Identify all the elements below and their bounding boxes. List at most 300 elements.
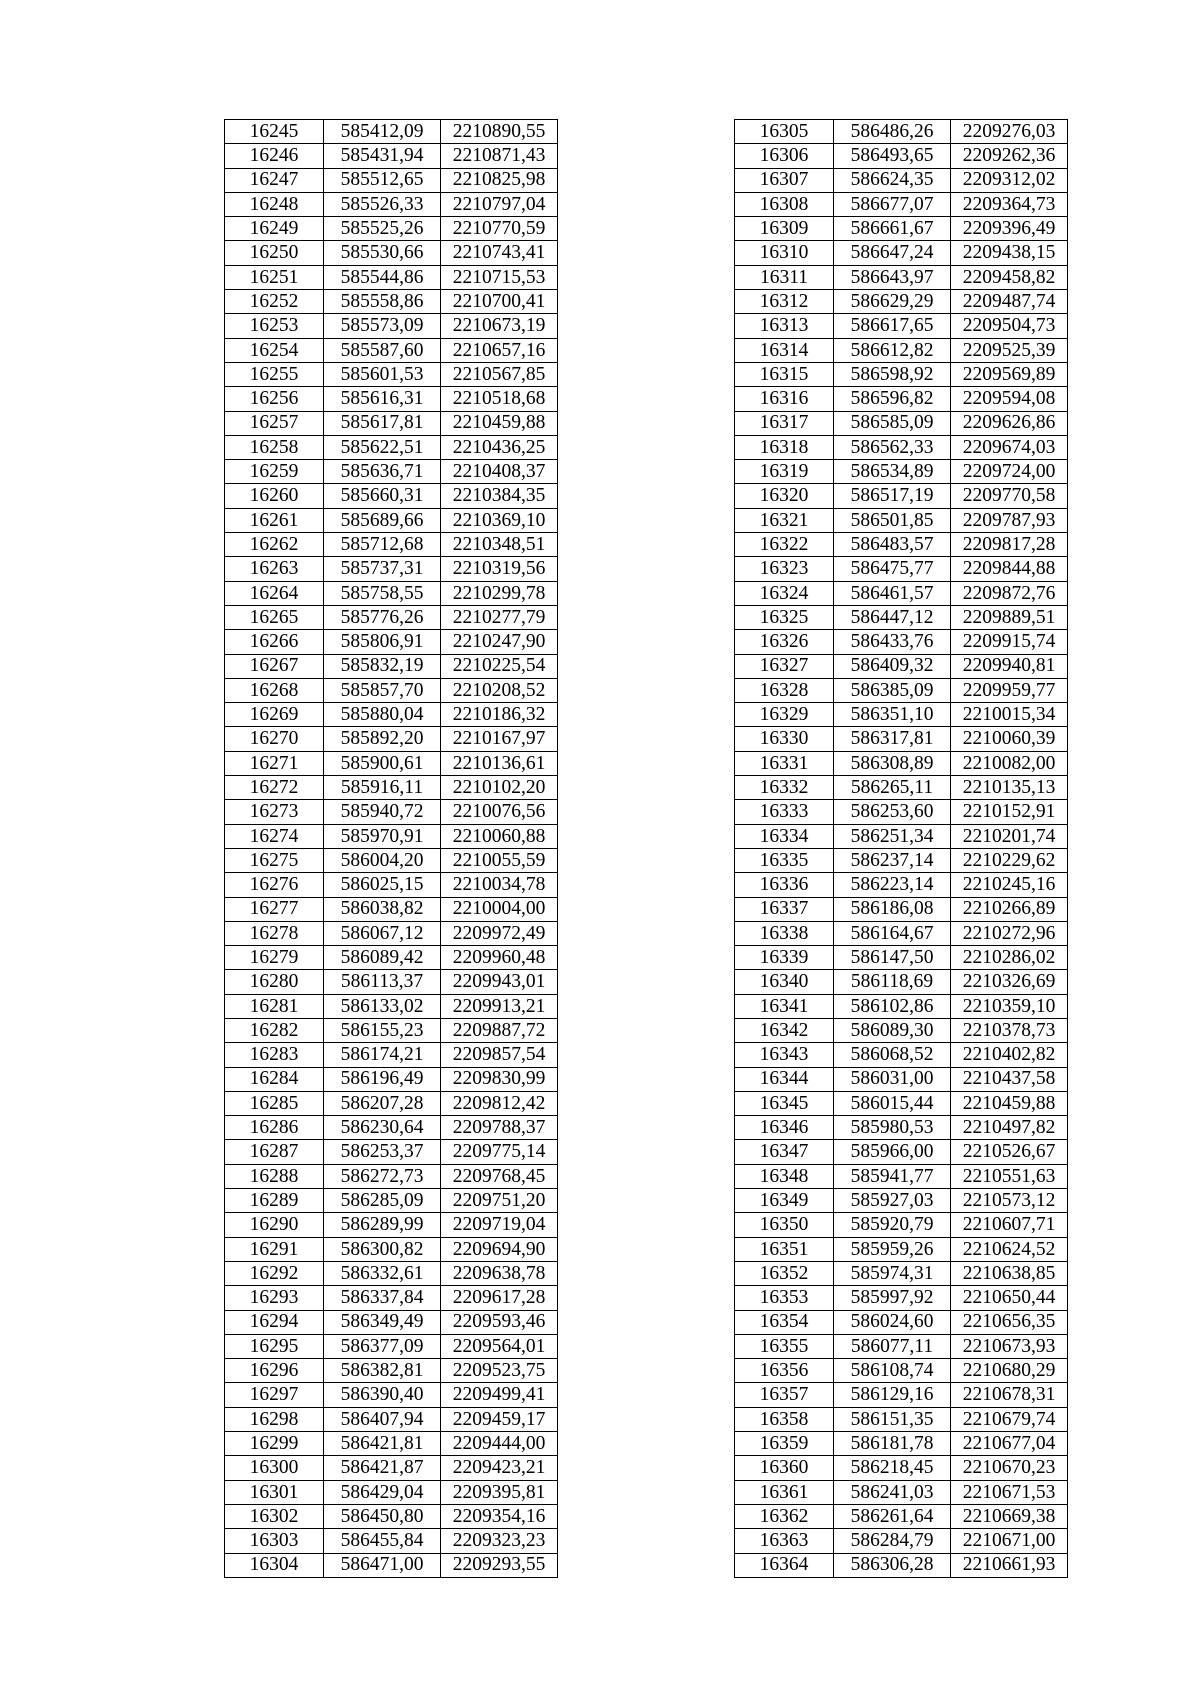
x-coordinate-cell: 586284,79 — [834, 1529, 951, 1553]
table-row — [735, 946, 1068, 970]
point-number-cell: 16310 — [735, 241, 834, 265]
point-number-cell: 16315 — [735, 362, 834, 386]
y-coordinate-cell: 2210673,19 — [441, 314, 558, 338]
y-coordinate-cell: 2209293,55 — [441, 1553, 558, 1577]
y-coordinate-cell: 2209504,73 — [951, 314, 1068, 338]
table-row — [735, 1043, 1068, 1067]
y-coordinate-cell: 2210700,41 — [441, 290, 558, 314]
y-coordinate-cell: 2210437,58 — [951, 1067, 1068, 1091]
point-number-cell: 16287 — [225, 1140, 324, 1164]
table-row — [225, 120, 558, 144]
x-coordinate-cell: 586102,86 — [834, 994, 951, 1018]
x-coordinate-cell: 586332,61 — [324, 1261, 441, 1285]
y-coordinate-cell: 2210034,78 — [441, 873, 558, 897]
table-row — [735, 362, 1068, 386]
x-coordinate-cell: 586534,89 — [834, 460, 951, 484]
table-row — [735, 217, 1068, 241]
y-coordinate-cell: 2209593,46 — [441, 1310, 558, 1334]
x-coordinate-cell: 586308,89 — [834, 751, 951, 775]
point-number-cell: 16276 — [225, 873, 324, 897]
x-coordinate-cell: 585660,31 — [324, 484, 441, 508]
table-row — [735, 1334, 1068, 1358]
x-coordinate-cell: 586038,82 — [324, 897, 441, 921]
point-number-cell: 16356 — [735, 1359, 834, 1383]
y-coordinate-cell: 2209396,49 — [951, 217, 1068, 241]
table-row — [225, 484, 558, 508]
table-row — [735, 921, 1068, 945]
x-coordinate-cell: 585927,03 — [834, 1189, 951, 1213]
table-row — [225, 1018, 558, 1042]
y-coordinate-cell: 2210135,13 — [951, 776, 1068, 800]
point-number-cell: 16309 — [735, 217, 834, 241]
point-number-cell: 16253 — [225, 314, 324, 338]
point-number-cell: 16297 — [225, 1383, 324, 1407]
point-number-cell: 16267 — [225, 654, 324, 678]
point-number-cell: 16302 — [225, 1504, 324, 1528]
point-number-cell: 16245 — [225, 120, 324, 144]
table-row — [225, 1310, 558, 1334]
y-coordinate-cell: 2210669,38 — [951, 1504, 1068, 1528]
table-row — [225, 533, 558, 557]
table-row — [735, 314, 1068, 338]
table-row — [225, 508, 558, 532]
x-coordinate-cell: 585941,77 — [834, 1164, 951, 1188]
x-coordinate-cell: 585900,61 — [324, 751, 441, 775]
y-coordinate-cell: 2210225,54 — [441, 654, 558, 678]
y-coordinate-cell: 2210607,71 — [951, 1213, 1068, 1237]
y-coordinate-cell: 2210076,56 — [441, 800, 558, 824]
x-coordinate-cell: 586407,94 — [324, 1407, 441, 1431]
table-row — [225, 703, 558, 727]
y-coordinate-cell: 2210286,02 — [951, 946, 1068, 970]
point-number-cell: 16285 — [225, 1091, 324, 1115]
point-number-cell: 16322 — [735, 533, 834, 557]
table-row — [225, 1067, 558, 1091]
y-coordinate-cell: 2210378,73 — [951, 1018, 1068, 1042]
y-coordinate-cell: 2209770,58 — [951, 484, 1068, 508]
table-row — [735, 290, 1068, 314]
y-coordinate-cell: 2210459,88 — [441, 411, 558, 435]
y-coordinate-cell: 2209694,90 — [441, 1237, 558, 1261]
x-coordinate-cell: 586617,65 — [834, 314, 951, 338]
y-coordinate-cell: 2210408,37 — [441, 460, 558, 484]
point-number-cell: 16305 — [735, 120, 834, 144]
point-number-cell: 16257 — [225, 411, 324, 435]
x-coordinate-cell: 585806,91 — [324, 630, 441, 654]
point-number-cell: 16303 — [225, 1529, 324, 1553]
y-coordinate-cell: 2209768,45 — [441, 1164, 558, 1188]
point-number-cell: 16272 — [225, 776, 324, 800]
x-coordinate-cell: 586068,52 — [834, 1043, 951, 1067]
y-coordinate-cell: 2210152,91 — [951, 800, 1068, 824]
point-number-cell: 16355 — [735, 1334, 834, 1358]
y-coordinate-cell: 2210436,25 — [441, 435, 558, 459]
table-row — [735, 630, 1068, 654]
table-row — [735, 1116, 1068, 1140]
point-number-cell: 16324 — [735, 581, 834, 605]
table-row — [225, 1189, 558, 1213]
point-number-cell: 16293 — [225, 1286, 324, 1310]
y-coordinate-cell: 2210671,53 — [951, 1480, 1068, 1504]
y-coordinate-cell: 2209787,93 — [951, 508, 1068, 532]
y-coordinate-cell: 2209626,86 — [951, 411, 1068, 435]
y-coordinate-cell: 2210102,20 — [441, 776, 558, 800]
x-coordinate-cell: 586337,84 — [324, 1286, 441, 1310]
y-coordinate-cell: 2209913,21 — [441, 994, 558, 1018]
table-row — [735, 1164, 1068, 1188]
x-coordinate-cell: 585601,53 — [324, 362, 441, 386]
table-row — [735, 1286, 1068, 1310]
y-coordinate-cell: 2210208,52 — [441, 678, 558, 702]
point-number-cell: 16300 — [225, 1456, 324, 1480]
point-number-cell: 16294 — [225, 1310, 324, 1334]
x-coordinate-cell: 586486,26 — [834, 120, 951, 144]
point-number-cell: 16274 — [225, 824, 324, 848]
y-coordinate-cell: 2209830,99 — [441, 1067, 558, 1091]
point-number-cell: 16335 — [735, 848, 834, 872]
point-number-cell: 16280 — [225, 970, 324, 994]
table-row — [225, 338, 558, 362]
point-number-cell: 16254 — [225, 338, 324, 362]
point-number-cell: 16256 — [225, 387, 324, 411]
table-row — [735, 1359, 1068, 1383]
x-coordinate-cell: 586164,67 — [834, 921, 951, 945]
table-row — [225, 946, 558, 970]
table-row — [735, 168, 1068, 192]
x-coordinate-cell: 586596,82 — [834, 387, 951, 411]
point-number-cell: 16339 — [735, 946, 834, 970]
x-coordinate-cell: 585776,26 — [324, 605, 441, 629]
y-coordinate-cell: 2210661,93 — [951, 1553, 1068, 1577]
x-coordinate-cell: 585616,31 — [324, 387, 441, 411]
table-row — [225, 411, 558, 435]
point-number-cell: 16286 — [225, 1116, 324, 1140]
x-coordinate-cell: 586004,20 — [324, 848, 441, 872]
point-number-cell: 16334 — [735, 824, 834, 848]
x-coordinate-cell: 586562,33 — [834, 435, 951, 459]
point-number-cell: 16311 — [735, 265, 834, 289]
table-row — [225, 654, 558, 678]
y-coordinate-cell: 2210229,62 — [951, 848, 1068, 872]
x-coordinate-cell: 585526,33 — [324, 192, 441, 216]
point-number-cell: 16264 — [225, 581, 324, 605]
y-coordinate-cell: 2209444,00 — [441, 1432, 558, 1456]
point-number-cell: 16328 — [735, 678, 834, 702]
y-coordinate-cell: 2210673,93 — [951, 1334, 1068, 1358]
point-number-cell: 16330 — [735, 727, 834, 751]
point-number-cell: 16304 — [225, 1553, 324, 1577]
point-number-cell: 16250 — [225, 241, 324, 265]
point-number-cell: 16282 — [225, 1018, 324, 1042]
table-row — [735, 1553, 1068, 1577]
x-coordinate-cell: 586447,12 — [834, 605, 951, 629]
x-coordinate-cell: 586351,10 — [834, 703, 951, 727]
point-number-cell: 16357 — [735, 1383, 834, 1407]
y-coordinate-cell: 2210624,52 — [951, 1237, 1068, 1261]
point-number-cell: 16255 — [225, 362, 324, 386]
point-number-cell: 16321 — [735, 508, 834, 532]
table-row — [225, 435, 558, 459]
point-number-cell: 16343 — [735, 1043, 834, 1067]
x-coordinate-cell: 586237,14 — [834, 848, 951, 872]
point-number-cell: 16262 — [225, 533, 324, 557]
x-coordinate-cell: 585940,72 — [324, 800, 441, 824]
x-coordinate-cell: 586253,37 — [324, 1140, 441, 1164]
table-row — [225, 460, 558, 484]
table-row — [225, 1432, 558, 1456]
table-row — [735, 654, 1068, 678]
coordinates-table-right — [734, 119, 1068, 1578]
point-number-cell: 16345 — [735, 1091, 834, 1115]
x-coordinate-cell: 585737,31 — [324, 557, 441, 581]
table-row — [225, 727, 558, 751]
x-coordinate-cell: 585530,66 — [324, 241, 441, 265]
point-number-cell: 16248 — [225, 192, 324, 216]
y-coordinate-cell: 2209872,76 — [951, 581, 1068, 605]
y-coordinate-cell: 2209817,28 — [951, 533, 1068, 557]
point-number-cell: 16360 — [735, 1456, 834, 1480]
y-coordinate-cell: 2210299,78 — [441, 581, 558, 605]
x-coordinate-cell: 586433,76 — [834, 630, 951, 654]
y-coordinate-cell: 2210526,67 — [951, 1140, 1068, 1164]
table-row — [735, 387, 1068, 411]
y-coordinate-cell: 2210678,31 — [951, 1383, 1068, 1407]
table-row — [225, 314, 558, 338]
y-coordinate-cell: 2209857,54 — [441, 1043, 558, 1067]
x-coordinate-cell: 585412,09 — [324, 120, 441, 144]
y-coordinate-cell: 2210770,59 — [441, 217, 558, 241]
point-number-cell: 16271 — [225, 751, 324, 775]
table-row — [225, 1383, 558, 1407]
table-row — [735, 1456, 1068, 1480]
y-coordinate-cell: 2210671,00 — [951, 1529, 1068, 1553]
x-coordinate-cell: 586483,57 — [834, 533, 951, 557]
point-number-cell: 16258 — [225, 435, 324, 459]
point-number-cell: 16292 — [225, 1261, 324, 1285]
x-coordinate-cell: 586015,44 — [834, 1091, 951, 1115]
x-coordinate-cell: 586612,82 — [834, 338, 951, 362]
table-row — [225, 1261, 558, 1285]
x-coordinate-cell: 586230,64 — [324, 1116, 441, 1140]
point-number-cell: 16269 — [225, 703, 324, 727]
y-coordinate-cell: 2210247,90 — [441, 630, 558, 654]
x-coordinate-cell: 586450,80 — [324, 1504, 441, 1528]
point-number-cell: 16266 — [225, 630, 324, 654]
y-coordinate-cell: 2210797,04 — [441, 192, 558, 216]
x-coordinate-cell: 586598,92 — [834, 362, 951, 386]
x-coordinate-cell: 586155,23 — [324, 1018, 441, 1042]
y-coordinate-cell: 2210319,56 — [441, 557, 558, 581]
table-row — [735, 241, 1068, 265]
x-coordinate-cell: 586385,09 — [834, 678, 951, 702]
table-row — [225, 605, 558, 629]
x-coordinate-cell: 586306,28 — [834, 1553, 951, 1577]
x-coordinate-cell: 586349,49 — [324, 1310, 441, 1334]
table-row — [225, 217, 558, 241]
x-coordinate-cell: 586629,29 — [834, 290, 951, 314]
y-coordinate-cell: 2209525,39 — [951, 338, 1068, 362]
table-row — [735, 800, 1068, 824]
x-coordinate-cell: 586253,60 — [834, 800, 951, 824]
point-number-cell: 16338 — [735, 921, 834, 945]
point-number-cell: 16364 — [735, 1553, 834, 1577]
point-number-cell: 16312 — [735, 290, 834, 314]
x-coordinate-cell: 586643,97 — [834, 265, 951, 289]
table-row — [225, 1213, 558, 1237]
point-number-cell: 16346 — [735, 1116, 834, 1140]
y-coordinate-cell: 2209499,41 — [441, 1383, 558, 1407]
table-row — [735, 873, 1068, 897]
x-coordinate-cell: 586151,35 — [834, 1407, 951, 1431]
x-coordinate-cell: 586429,04 — [324, 1480, 441, 1504]
x-coordinate-cell: 586133,02 — [324, 994, 441, 1018]
point-number-cell: 16348 — [735, 1164, 834, 1188]
x-coordinate-cell: 585920,79 — [834, 1213, 951, 1237]
x-coordinate-cell: 586421,81 — [324, 1432, 441, 1456]
point-number-cell: 16336 — [735, 873, 834, 897]
x-coordinate-cell: 585916,11 — [324, 776, 441, 800]
y-coordinate-cell: 2209364,73 — [951, 192, 1068, 216]
coordinates-table-left — [224, 119, 558, 1578]
x-coordinate-cell: 585558,86 — [324, 290, 441, 314]
y-coordinate-cell: 2209960,48 — [441, 946, 558, 970]
point-number-cell: 16283 — [225, 1043, 324, 1067]
x-coordinate-cell: 585880,04 — [324, 703, 441, 727]
y-coordinate-cell: 2209674,03 — [951, 435, 1068, 459]
table-row — [225, 970, 558, 994]
point-number-cell: 16261 — [225, 508, 324, 532]
table-row — [225, 776, 558, 800]
x-coordinate-cell: 585832,19 — [324, 654, 441, 678]
y-coordinate-cell: 2210266,89 — [951, 897, 1068, 921]
table-row — [225, 1091, 558, 1115]
point-number-cell: 16353 — [735, 1286, 834, 1310]
y-coordinate-cell: 2209943,01 — [441, 970, 558, 994]
table-row — [225, 1164, 558, 1188]
y-coordinate-cell: 2209812,42 — [441, 1091, 558, 1115]
y-coordinate-cell: 2210743,41 — [441, 241, 558, 265]
point-number-cell: 16320 — [735, 484, 834, 508]
table-row — [225, 800, 558, 824]
x-coordinate-cell: 585525,26 — [324, 217, 441, 241]
table-row — [225, 1237, 558, 1261]
table-row — [225, 1407, 558, 1431]
point-number-cell: 16308 — [735, 192, 834, 216]
y-coordinate-cell: 2210715,53 — [441, 265, 558, 289]
y-coordinate-cell: 2210670,23 — [951, 1456, 1068, 1480]
x-coordinate-cell: 586300,82 — [324, 1237, 441, 1261]
y-coordinate-cell: 2210650,44 — [951, 1286, 1068, 1310]
y-coordinate-cell: 2209940,81 — [951, 654, 1068, 678]
table-row — [735, 1091, 1068, 1115]
y-coordinate-cell: 2209638,78 — [441, 1261, 558, 1285]
x-coordinate-cell: 586129,16 — [834, 1383, 951, 1407]
table-row — [225, 362, 558, 386]
y-coordinate-cell: 2210384,35 — [441, 484, 558, 508]
x-coordinate-cell: 586031,00 — [834, 1067, 951, 1091]
x-coordinate-cell: 586223,14 — [834, 873, 951, 897]
table-row — [735, 435, 1068, 459]
y-coordinate-cell: 2210326,69 — [951, 970, 1068, 994]
point-number-cell: 16342 — [735, 1018, 834, 1042]
x-coordinate-cell: 586455,84 — [324, 1529, 441, 1553]
table-row — [225, 1140, 558, 1164]
point-number-cell: 16295 — [225, 1334, 324, 1358]
table-row — [735, 1383, 1068, 1407]
table-row — [735, 1189, 1068, 1213]
point-number-cell: 16259 — [225, 460, 324, 484]
point-number-cell: 16284 — [225, 1067, 324, 1091]
y-coordinate-cell: 2210359,10 — [951, 994, 1068, 1018]
x-coordinate-cell: 586377,09 — [324, 1334, 441, 1358]
x-coordinate-cell: 586251,34 — [834, 824, 951, 848]
x-coordinate-cell: 585712,68 — [324, 533, 441, 557]
y-coordinate-cell: 2210573,12 — [951, 1189, 1068, 1213]
y-coordinate-cell: 2209569,89 — [951, 362, 1068, 386]
x-coordinate-cell: 586661,67 — [834, 217, 951, 241]
table-row — [225, 897, 558, 921]
table-row — [225, 630, 558, 654]
table-row — [225, 751, 558, 775]
x-coordinate-cell: 586207,28 — [324, 1091, 441, 1115]
table-row — [735, 678, 1068, 702]
y-coordinate-cell: 2210459,88 — [951, 1091, 1068, 1115]
point-number-cell: 16332 — [735, 776, 834, 800]
coordinates-table-body — [735, 120, 1068, 1578]
y-coordinate-cell: 2209775,14 — [441, 1140, 558, 1164]
x-coordinate-cell: 586461,57 — [834, 581, 951, 605]
table-row — [735, 848, 1068, 872]
table-row — [225, 1553, 558, 1577]
x-coordinate-cell: 585974,31 — [834, 1261, 951, 1285]
y-coordinate-cell: 2209594,08 — [951, 387, 1068, 411]
point-number-cell: 16291 — [225, 1237, 324, 1261]
y-coordinate-cell: 2210167,97 — [441, 727, 558, 751]
y-coordinate-cell: 2209617,28 — [441, 1286, 558, 1310]
x-coordinate-cell: 586025,15 — [324, 873, 441, 897]
point-number-cell: 16351 — [735, 1237, 834, 1261]
y-coordinate-cell: 2209458,82 — [951, 265, 1068, 289]
y-coordinate-cell: 2210245,16 — [951, 873, 1068, 897]
point-number-cell: 16273 — [225, 800, 324, 824]
point-number-cell: 16275 — [225, 848, 324, 872]
x-coordinate-cell: 586289,99 — [324, 1213, 441, 1237]
point-number-cell: 16260 — [225, 484, 324, 508]
y-coordinate-cell: 2210136,61 — [441, 751, 558, 775]
y-coordinate-cell: 2209312,02 — [951, 168, 1068, 192]
y-coordinate-cell: 2209887,72 — [441, 1018, 558, 1042]
x-coordinate-cell: 586382,81 — [324, 1359, 441, 1383]
x-coordinate-cell: 585573,09 — [324, 314, 441, 338]
x-coordinate-cell: 586181,78 — [834, 1432, 951, 1456]
point-number-cell: 16265 — [225, 605, 324, 629]
table-row — [225, 581, 558, 605]
y-coordinate-cell: 2209889,51 — [951, 605, 1068, 629]
x-coordinate-cell: 586517,19 — [834, 484, 951, 508]
point-number-cell: 16326 — [735, 630, 834, 654]
y-coordinate-cell: 2209523,75 — [441, 1359, 558, 1383]
y-coordinate-cell: 2209972,49 — [441, 921, 558, 945]
point-number-cell: 16344 — [735, 1067, 834, 1091]
x-coordinate-cell: 586677,07 — [834, 192, 951, 216]
y-coordinate-cell: 2210497,82 — [951, 1116, 1068, 1140]
y-coordinate-cell: 2209719,04 — [441, 1213, 558, 1237]
x-coordinate-cell: 586475,77 — [834, 557, 951, 581]
y-coordinate-cell: 2210677,04 — [951, 1432, 1068, 1456]
y-coordinate-cell: 2210679,74 — [951, 1407, 1068, 1431]
point-number-cell: 16296 — [225, 1359, 324, 1383]
table-row — [735, 1067, 1068, 1091]
